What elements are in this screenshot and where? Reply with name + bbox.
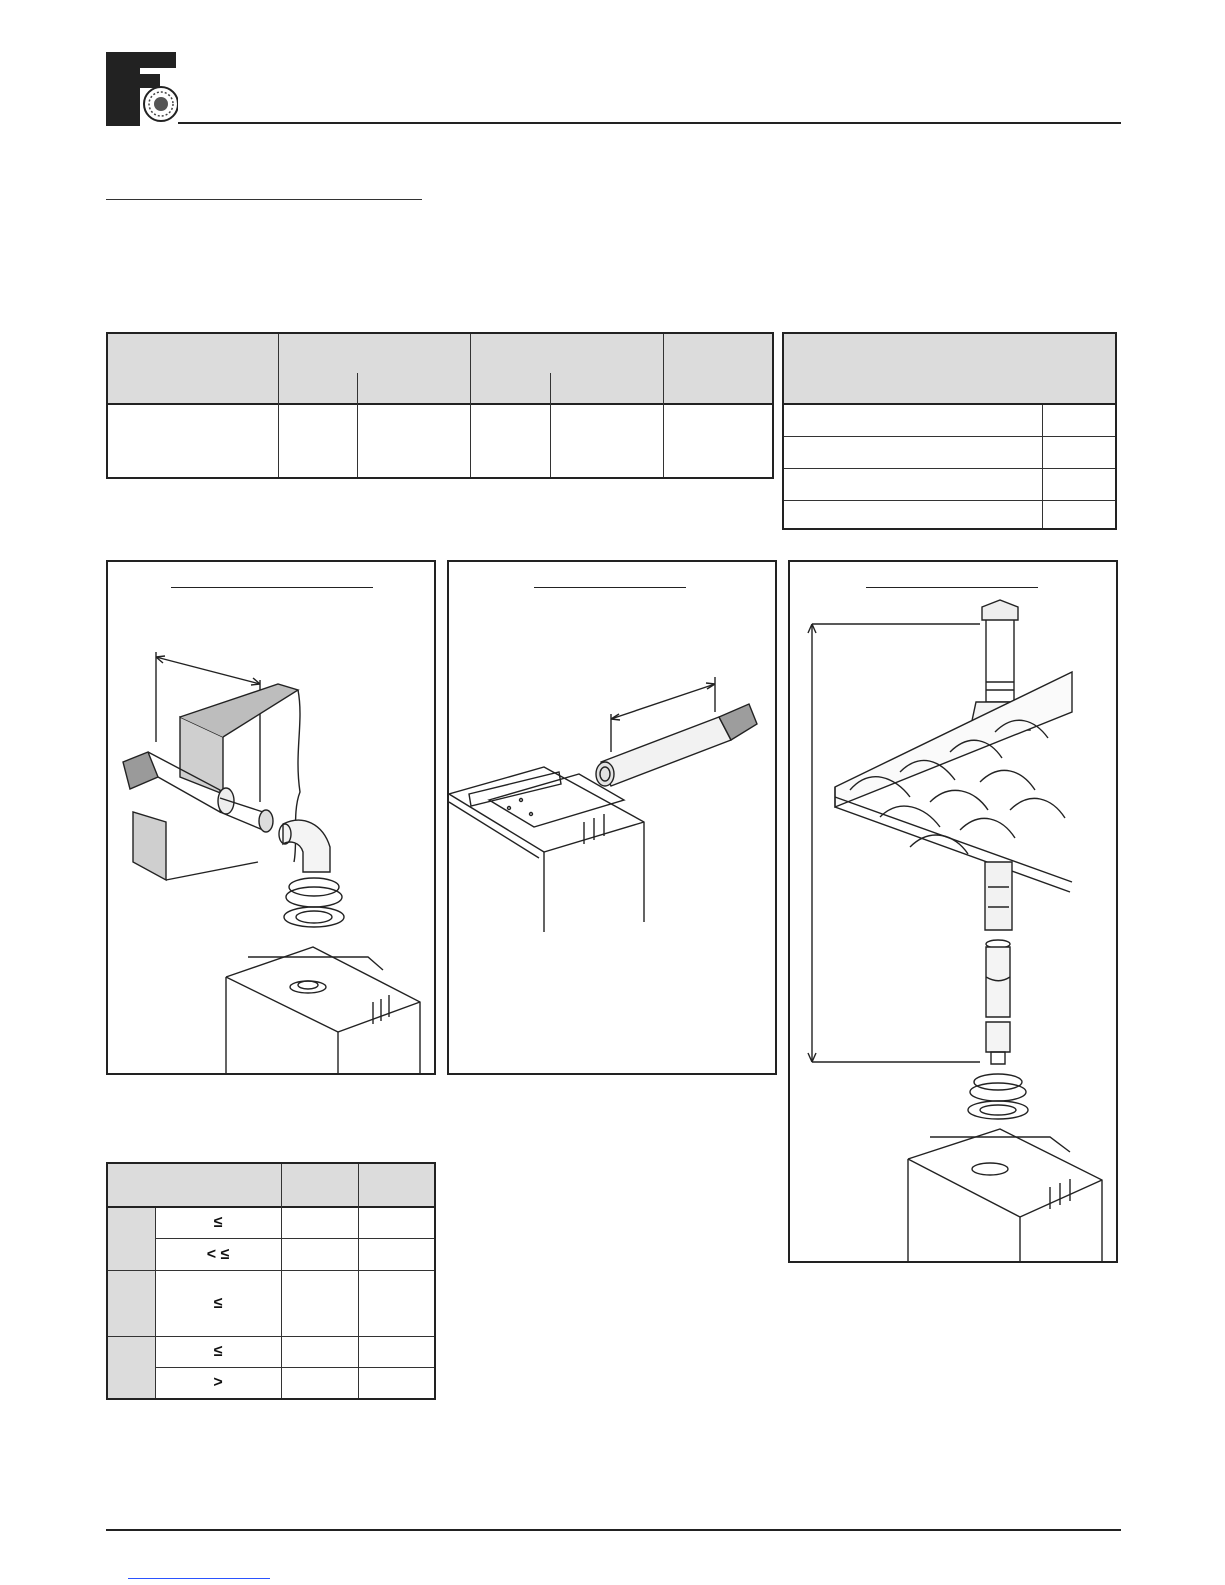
illustration-panel-roof-flue xyxy=(788,560,1118,1263)
illustration-panel-rear-flue xyxy=(447,560,777,1075)
length-value xyxy=(358,1208,434,1238)
illustration-panel-wall-flue xyxy=(106,560,436,1075)
wall-flue-illustration xyxy=(108,562,434,1073)
length-value xyxy=(281,1239,358,1270)
length-value xyxy=(281,1368,358,1398)
length-condition: ≤ xyxy=(213,1214,223,1231)
length-table-header xyxy=(108,1164,281,1206)
table-cell xyxy=(663,405,772,477)
header-rule xyxy=(178,122,1121,124)
header-cell xyxy=(470,334,663,373)
side-table-label xyxy=(784,468,1042,500)
header-cell xyxy=(108,334,278,403)
header-cell xyxy=(663,334,772,403)
length-value xyxy=(358,1337,434,1367)
side-table-value xyxy=(1042,405,1115,436)
side-table-title xyxy=(784,334,1115,403)
length-value xyxy=(358,1239,434,1270)
section-heading-underline xyxy=(106,199,422,200)
length-condition: < ≤ xyxy=(206,1245,230,1263)
table-cell xyxy=(550,405,663,477)
side-table-label xyxy=(784,405,1042,436)
length-condition: ≤ xyxy=(213,1294,223,1312)
length-value xyxy=(281,1337,358,1367)
length-value xyxy=(358,1368,434,1398)
side-table-value xyxy=(1042,436,1115,468)
side-table-label xyxy=(784,436,1042,468)
length-value xyxy=(281,1208,358,1238)
table-cell xyxy=(108,405,278,477)
footer-rule xyxy=(106,1529,1121,1531)
length-value xyxy=(358,1271,434,1336)
side-table-value xyxy=(1042,468,1115,500)
footer-link[interactable] xyxy=(128,1578,270,1579)
length-condition: > xyxy=(213,1374,223,1391)
table-cell xyxy=(357,405,470,477)
roof-flue-illustration xyxy=(790,562,1116,1261)
length-table xyxy=(106,1162,436,1400)
side-table-label xyxy=(784,500,1042,528)
table-cell xyxy=(278,405,357,477)
length-condition: ≤ xyxy=(213,1343,223,1360)
length-table-header xyxy=(358,1164,434,1206)
length-table-header xyxy=(281,1164,358,1206)
side-table-value xyxy=(1042,500,1115,528)
length-value xyxy=(281,1271,358,1336)
brand-logo xyxy=(106,52,178,126)
rear-flue-illustration xyxy=(449,562,775,1073)
header-cell xyxy=(278,334,470,373)
side-table xyxy=(782,332,1117,530)
table-cell xyxy=(470,405,550,477)
requirements-table xyxy=(106,332,774,479)
